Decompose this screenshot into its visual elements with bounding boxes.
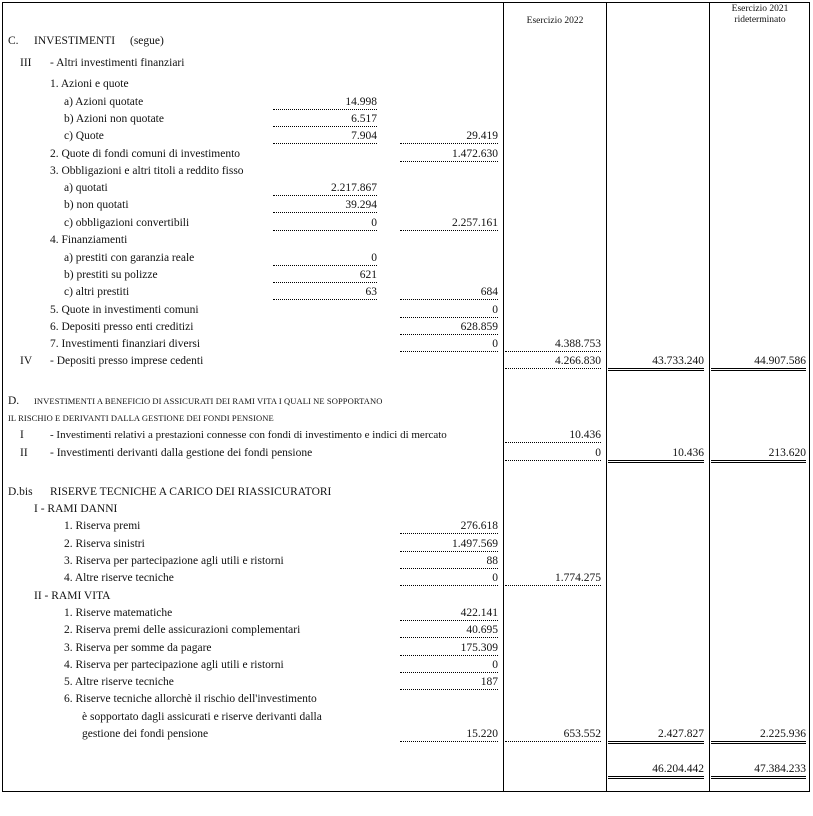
investimenti-indici-label: - Investimenti relativi a prestazioni connesse con fondi di investimento e indici di mercato: [50, 429, 447, 441]
finanziamenti-total: 684: [400, 285, 498, 300]
header-rideterminato: rideterminato: [734, 15, 786, 25]
prestiti-garanzia-value: 0: [273, 251, 377, 266]
altri-investimenti-label: - Altri investimenti finanziari: [50, 57, 185, 69]
rami-danni-total: 1.774.275: [505, 571, 601, 586]
azioni-quote-label: 1. Azioni e quote: [50, 78, 129, 90]
azioni-quote-total: 29.419: [400, 129, 498, 144]
investimenti-fondi-pensione-label: - Investimenti derivanti dalla gestione dei fondi pensione: [50, 447, 313, 459]
riserva-complementari-value: 40.695: [400, 623, 498, 638]
column-divider: [709, 2, 710, 792]
riserva-complementari-label: 2. Riserva premi delle assicurazioni complementari: [64, 624, 301, 636]
riserve-matematiche-label: 1. Riserve matematiche: [64, 607, 173, 619]
quote-fondi-value: 1.472.630: [400, 147, 498, 162]
section-d-letter: D.: [8, 395, 20, 407]
roman-iii: III: [20, 57, 32, 69]
section-dbis-total-prev: 2.225.936: [711, 727, 806, 744]
riserva-premi-value: 276.618: [400, 519, 498, 534]
altri-investimenti-total: 4.388.753: [505, 337, 601, 352]
azioni-non-quotate-label: b) Azioni non quotate: [64, 113, 164, 125]
riserva-sinistri-value: 1.497.569: [400, 537, 498, 552]
rami-vita-total: 653.552: [505, 727, 601, 742]
riserve-tecniche-line2: è sopportato dagli assicurati e riserve derivanti dalla: [82, 711, 322, 723]
non-quotati-label: b) non quotati: [64, 199, 129, 211]
roman-ii: II: [20, 447, 28, 459]
depositi-enti-value: 628.859: [400, 320, 498, 335]
quote-value: 7.904: [273, 129, 377, 144]
riserva-premi-label: 1. Riserva premi: [64, 520, 141, 532]
quote-fondi-label: 2. Quote di fondi comuni di investimento: [50, 148, 241, 160]
riserva-somme-value: 175.309: [400, 641, 498, 656]
investimenti-indici-value: 10.436: [505, 428, 601, 443]
obbligazioni-convertibili-value: 0: [273, 216, 377, 231]
riserva-somme-label: 3. Riserva per somme da pagare: [64, 642, 212, 654]
section-c-total-prev: 44.907.586: [711, 354, 806, 371]
altre-riserve-vita-value: 187: [400, 675, 498, 690]
header-esercizio-2021: Esercizio 2021: [731, 4, 789, 14]
riserve-matematiche-value: 422.141: [400, 606, 498, 621]
section-c-title: INVESTIMENTI: [34, 35, 116, 47]
non-quotati-value: 39.294: [273, 198, 377, 213]
roman-i: I: [20, 429, 24, 441]
quote-label: c) Quote: [64, 130, 104, 142]
investimenti-diversi-value: 0: [400, 337, 498, 352]
altre-riserve-vita-label: 5. Altre riserve tecniche: [64, 676, 174, 688]
riserva-partecipazione-danni-label: 3. Riserva per partecipazione agli utili e ristorni: [64, 555, 284, 567]
grand-total-prev: 47.384.233: [711, 762, 806, 779]
riserva-partecipazione-vita-label: 4. Riserva per partecipazione agli utili e ristorni: [64, 659, 284, 671]
header-esercizio-2022: Esercizio 2022: [526, 16, 584, 26]
riserva-partecipazione-vita-value: 0: [400, 658, 498, 673]
riserve-tecniche-line1: 6. Riserve tecniche allorchè il rischio dell'investimento: [64, 693, 317, 705]
altre-riserve-danni-label: 4. Altre riserve tecniche: [64, 572, 174, 584]
riserva-sinistri-label: 2. Riserva sinistri: [64, 538, 145, 550]
investimenti-diversi-label: 7. Investimenti finanziari diversi: [50, 338, 201, 350]
azioni-non-quotate-value: 6.517: [273, 112, 377, 127]
depositi-enti-label: 6. Depositi presso enti creditizi: [50, 321, 194, 333]
section-d-title-line1: INVESTIMENTI A BENEFICIO DI ASSICURATI DEI RAMI VITA I QUALI NE SOPPORTANO: [34, 396, 383, 406]
azioni-quotate-label: a) Azioni quotate: [64, 96, 144, 108]
riserva-partecipazione-danni-value: 88: [400, 554, 498, 569]
depositi-cedenti-label: - Depositi presso imprese cedenti: [50, 355, 204, 367]
section-c-suffix: (segue): [130, 35, 164, 47]
column-divider: [606, 2, 607, 792]
quotati-value: 2.217.867: [273, 181, 377, 196]
section-dbis-total: 2.427.827: [608, 727, 704, 744]
column-divider: [503, 2, 504, 792]
azioni-quotate-value: 14.998: [273, 95, 377, 110]
finanziamenti-label: 4. Finanziamenti: [50, 234, 128, 246]
section-c-letter: C.: [8, 35, 19, 47]
section-c-total: 43.733.240: [608, 354, 704, 371]
section-d-title-line2: IL RISCHIO E DERIVANTI DALLA GESTIONE DEI FONDI PENSIONE: [8, 413, 274, 423]
depositi-cedenti-value: 4.266.830: [505, 354, 601, 369]
investimenti-fondi-pensione-value: 0: [505, 446, 601, 461]
section-d-total: 10.436: [608, 446, 704, 463]
grand-total: 46.204.442: [608, 762, 704, 779]
section-d-total-prev: 213.620: [711, 446, 806, 463]
altri-prestiti-value: 63: [273, 285, 377, 300]
section-dbis-title: RISERVE TECNICHE A CARICO DEI RIASSICURATORI: [50, 486, 332, 498]
rami-vita-label: II - RAMI VITA: [34, 590, 111, 602]
riserve-tecniche-line3: gestione dei fondi pensione: [82, 728, 209, 740]
prestiti-polizze-value: 621: [273, 268, 377, 283]
prestiti-polizze-label: b) prestiti su polizze: [64, 269, 158, 281]
obbligazioni-total: 2.257.161: [400, 216, 498, 231]
section-dbis-letter: D.bis: [8, 486, 33, 498]
investimenti-comuni-label: 5. Quote in investimenti comuni: [50, 304, 199, 316]
altre-riserve-danni-value: 0: [400, 571, 498, 586]
quotati-label: a) quotati: [64, 182, 108, 194]
rami-danni-label: I - RAMI DANNI: [34, 503, 118, 515]
obbligazioni-convertibili-label: c) obbligazioni convertibili: [64, 217, 190, 229]
altri-prestiti-label: c) altri prestiti: [64, 286, 130, 298]
investimenti-comuni-value: 0: [400, 303, 498, 318]
riserve-tecniche-value: 15.220: [400, 727, 498, 742]
roman-iv: IV: [20, 355, 33, 367]
obbligazioni-label: 3. Obbligazioni e altri titoli a reddito fisso: [50, 165, 244, 177]
prestiti-garanzia-label: a) prestiti con garanzia reale: [64, 252, 195, 264]
